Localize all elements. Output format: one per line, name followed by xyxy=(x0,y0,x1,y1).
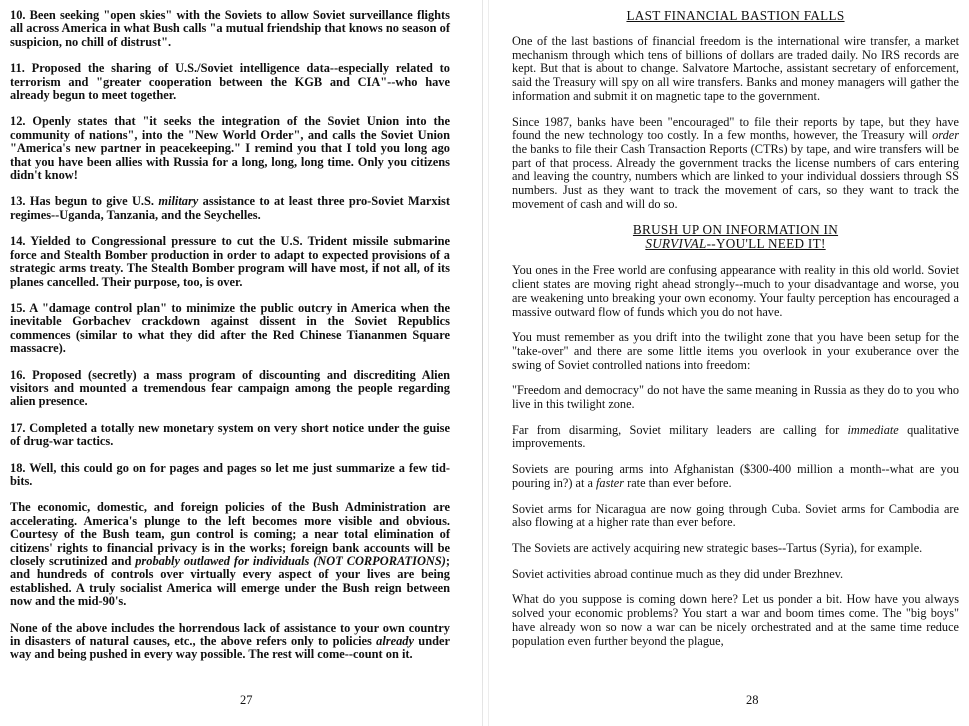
right-page-body-a xyxy=(512,35,959,211)
page-gutter xyxy=(482,0,483,726)
paragraph: The Soviets are actively acquiring new strategic bases--Tartus (Syria), for example. xyxy=(512,540,923,555)
paragraph: 10. Been seeking "open skies" with the Soviets to allow Soviet surveillance flights all across America in what Bush calls "a mutual friendship that knows no season of suspicion, no chill of distrust". xyxy=(10,8,450,49)
paragraph xyxy=(10,501,450,608)
paragraph: Soviet arms for Nicaragua are now going through Cuba. Soviet arms for Cambodia are also flowing at a higher rate than ever before. xyxy=(512,501,959,530)
page-gutter-shadow xyxy=(488,0,489,726)
paragraph xyxy=(10,622,450,662)
paragraph xyxy=(10,195,450,222)
paragraph: 14. Yielded to Congressional pressure to cut the U.S. Trident missile submarine force and Stealth Bomber production in order to adapt to expected provisions of a strategic arms treaty. The Stealth Bomber program will have most, if not all, of its planes cancelled. Their purpose, too, is over. xyxy=(10,234,450,289)
paragraph xyxy=(512,463,959,490)
page-number: 28 xyxy=(746,693,759,707)
paragraph: 11. Proposed the sharing of U.S./Soviet intelligence data--especially related to terrorism and "greater cooperation between the KGB and CIA"--who have already begun to meet together. xyxy=(10,61,450,103)
emphasis: military xyxy=(158,194,199,209)
paragraph-text: assistance to at least three pro-Soviet Marxist regimes--Uganda, Tanzania, and the Seychelles. xyxy=(10,194,450,222)
paragraph-text: rate than ever before. xyxy=(624,475,732,490)
page-number: 27 xyxy=(240,693,253,707)
paragraph-text: Since 1987, banks have been "encouraged" to file their reports by tape, but they have found the new technology too costly. In a few months, however, the Treasury will xyxy=(512,114,959,143)
paragraph: One of the last bastions of financial freedom is the international wire transfer, a market mechanism through which tens of billions of dollars are traded daily. No IRS records are kept. But that is about to change. Salvatore Martoche, assistant secretary of enforcement, said the Treasury will spy on all wire transfers. Banks and money managers will gather the information and submit it on magnetic tape to the government. xyxy=(512,34,959,103)
section-heading: LAST FINANCIAL BASTION FALLS xyxy=(626,8,845,23)
paragraph: What do you suppose is coming down here? Let us ponder a bit. How have you always solved your economic problems? You start a war and boom times come. The "big boys" have already won so now a war can be nicely orchestrated and at the same time reduce population even further beyond the plague, xyxy=(512,592,959,648)
emphasis: already xyxy=(376,634,415,649)
paragraph-text: The economic, domestic, and foreign policies of the Bush Administration are accelerating. America's plunge to the left becomes more visible and obvious. Courtesy of the Bush team, gun control is coming; a near total elimination of citizens' rights to financial privacy is in the works; foreign bank accounts will be closely scrutinized and xyxy=(10,500,450,568)
paragraph-text: qualitative improvements. xyxy=(512,422,959,451)
paragraph-text: Far from disarming, Soviet military leaders are calling for xyxy=(512,422,848,437)
paragraph-text: ; and hundreds of controls over virtually every aspect of your lives are being established. A truly socialist America will emerge under the Bush reign between now and the mid-90's. xyxy=(10,554,450,609)
paragraph: Soviet activities abroad continue much as they did under Brezhnev. xyxy=(512,566,844,581)
paragraph: 12. Openly states that "it seeks the integration of the Soviet Union into the community of nations", into the "New World Order", and calls the Soviet Union "America's new partner in peacekeeping." I remind you that I told you long ago that you have been allies with Russia for a long, long, long time. Only you citizens didn't know! xyxy=(10,114,450,183)
right-page-body-b xyxy=(512,264,959,648)
paragraph: You ones in the Free world are confusing appearance with reality in this old world. Soviet client states are moving right ahead strongly--much to your disadvantage and worse, you are weakening unto breaking your own economy. Your faulty perception has encouraged a massive outward flow of funds which you do not have. xyxy=(512,263,959,319)
emphasis: immediate xyxy=(847,422,899,437)
paragraph: 18. Well, this could go on for pages and pages so let me just summarize a few tid-bits. xyxy=(10,460,450,488)
emphasis: probably outlawed for individuals (NOT CORPORATIONS) xyxy=(135,554,446,568)
paragraph: You must remember as you drift into the twilight zone that you have been setup for the "take-over" and there are some little items you overlook in your exuberance over the swing of Soviet controlled nations into freedom: xyxy=(512,330,959,372)
paragraph-text: Soviets are pouring arms into Afghanistan ($300-400 million a month--what are you pouring in?) at a xyxy=(512,462,959,490)
right-page xyxy=(500,0,969,726)
paragraph xyxy=(512,424,959,451)
paragraph-text: the banks to file their Cash Transaction Reports (CTRs) by tape, and wire transfers will be part of that process. Already the government tracks the license numbers of cars entering and leaving the country, numbers which are linked to your individual dossiers through SS numbers. Just as they want to track the movement of cars, so they want to track the movement of cash and will do so. xyxy=(512,141,959,211)
left-page xyxy=(0,0,470,726)
heading-emphasis: SURVIVAL xyxy=(645,236,707,252)
heading-line: BRUSH UP ON INFORMATION IN xyxy=(632,222,839,238)
paragraph: 16. Proposed (secretly) a mass program of discounting and discrediting Alien visitors and mounted a tremendous fear campaign among the people regarding alien presence. xyxy=(10,367,450,409)
paragraph-text: None of the above includes the horrendous lack of assistance to your own country in disasters of natural causes, etc., the above refers only to policies xyxy=(10,620,450,649)
emphasis: faster xyxy=(596,475,625,490)
paragraph: "Freedom and democracy" do not have the same meaning in Russia as they do to you who live in this twilight zone. xyxy=(512,383,959,412)
paragraph-text: under way and being pushed in every way possible. The rest will come--count on it. xyxy=(10,634,450,662)
paragraph: 15. A "damage control plan" to minimize the public outcry in America when the inevitable Gorbachev crackdown against dissent in the Soviet Republics commences (similar to what they did after the Red Chinese Tiananmen Square massacre). xyxy=(10,300,450,356)
left-page-body xyxy=(10,9,450,662)
emphasis: order xyxy=(932,128,959,143)
heading-line xyxy=(512,237,959,251)
paragraph: 17. Completed a totally new monetary system on very short notice under the guise of drug-war tactics. xyxy=(10,420,450,449)
paragraph xyxy=(512,116,959,212)
section-heading xyxy=(512,223,959,251)
heading-line-rest: --YOU'LL NEED IT! xyxy=(706,236,826,252)
paragraph-text: 13. Has begun to give U.S. xyxy=(10,194,159,209)
